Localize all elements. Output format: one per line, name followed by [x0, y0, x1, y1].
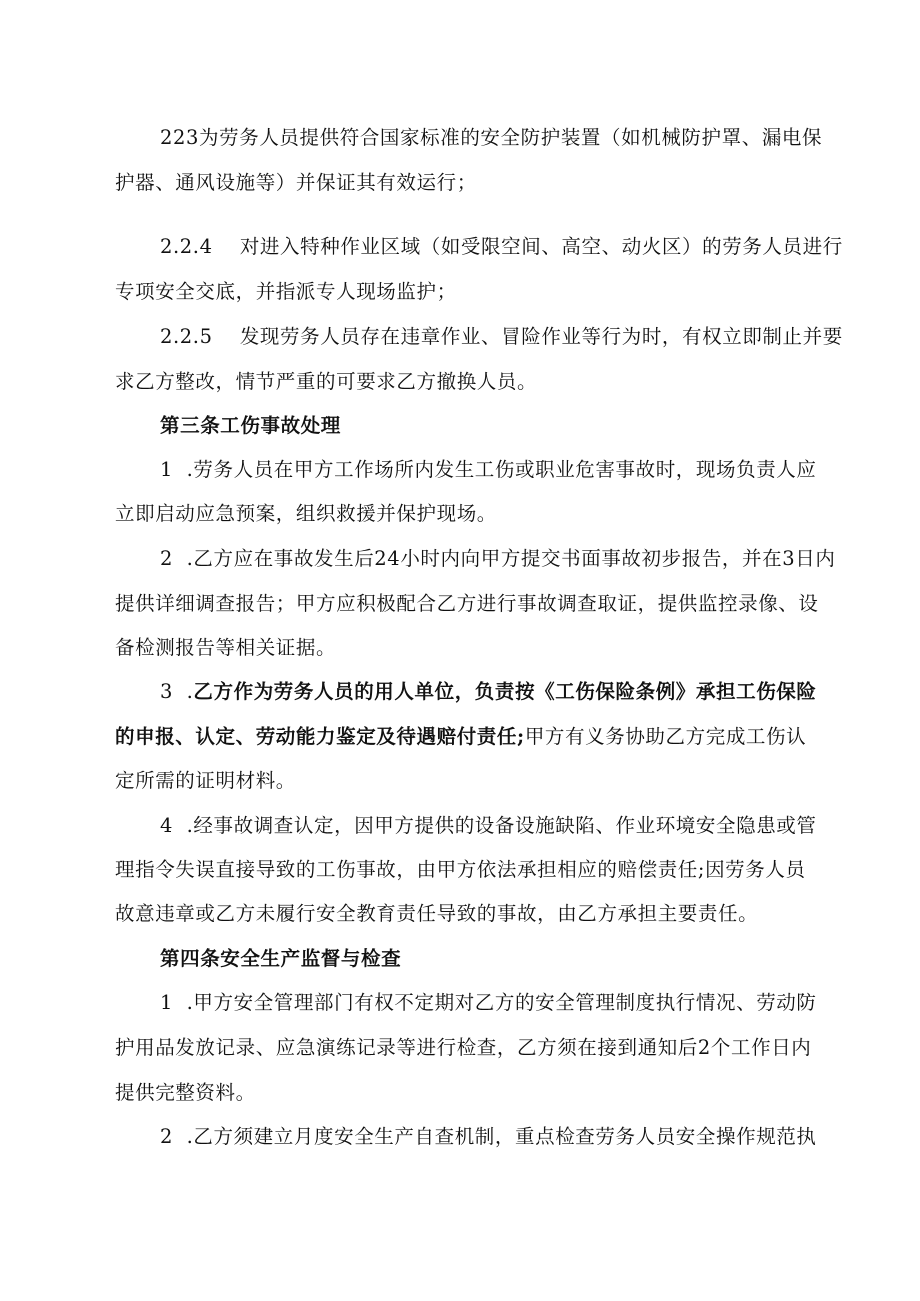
clause-text: 发现劳务人员存在违章作业、冒险作业等行为时，有权立即制止并要	[239, 325, 843, 348]
art3-item2-line2: 提供详细调查报告；甲方应积极配合乙方进行事故调查取证，提供监控录像、设	[115, 592, 819, 615]
art3-item3-line2	[115, 723, 805, 751]
para-224-line2: 专项安全交底，并指派专人现场监护；	[115, 280, 457, 303]
clause-text: 对进入特种作业区域（如受限空间、高空、动火区）的劳务人员进行	[239, 235, 843, 258]
art3-item4-line3: 故意违章或乙方未履行安全教育责任导致的事故，由乙方承担主要责任。	[115, 902, 759, 925]
art3-item3-line3: 定所需的证明材料。	[115, 769, 296, 792]
clause-number: 2.2.5	[160, 325, 213, 348]
art3-item3-line1	[160, 678, 850, 706]
art3-item1-line2: 立即启动应急预案，组织救援并保护现场。	[115, 502, 497, 525]
para-225-line2: 求乙方整改，情节严重的可要求乙方撤换人员。	[115, 370, 538, 393]
art4-item1-line2: 护用品发放记录、应急演练记录等进行检查，乙方须在接到通知后2个工作日内	[115, 1036, 812, 1059]
clause-number: 2.2.4	[160, 235, 213, 258]
art4-item1-line3: 提供完整资料。	[115, 1081, 256, 1104]
article-4-heading: 第四条安全生产监督与检查	[160, 947, 402, 970]
art3-item2-line1: 2 .乙方应在事故发生后24小时内向甲方提交书面事故初步报告，并在3日内	[160, 547, 836, 570]
item-number: 3 .	[160, 680, 194, 703]
art4-item1-line1: 1 .甲方安全管理部门有权不定期对乙方的安全管理制度执行情况、劳动防	[160, 991, 817, 1014]
art3-item1-line1: 1 .劳务人员在甲方工作场所内发生工伤或职业危害事故时，现场负责人应	[160, 458, 817, 481]
article-3-heading: 第三条工伤事故处理	[160, 414, 341, 437]
art3-item4-line1: 4 .经事故调查认定，因甲方提供的设备设施缺陷、作业环境安全隐患或管	[160, 814, 817, 837]
para-224-line1	[160, 233, 850, 261]
regular-text: 甲方有义务协助乙方完成工伤认	[524, 725, 807, 748]
para-223-line1: 223为劳务人员提供符合国家标准的安全防护装置（如机械防护罩、漏电保	[160, 126, 823, 149]
bold-text: 的申报、认定、劳动能力鉴定及待遇赔付责任;	[115, 725, 525, 748]
bold-text: 乙方作为劳务人员的用人单位，负责按《工伤保险条例》承担工伤保险	[193, 680, 817, 703]
para-223-line2: 护器、通风设施等）并保证其有效运行；	[115, 171, 477, 194]
para-225-line1	[160, 323, 850, 351]
art3-item4-line2: 理指令失误直接导致的工伤事故，由甲方依法承担相应的赔偿责任;因劳务人员	[115, 858, 806, 881]
art3-item2-line3: 备检测报告等相关证据。	[115, 636, 337, 659]
art4-item2-line1: 2 .乙方须建立月度安全生产自查机制，重点检查劳务人员安全操作规范执	[160, 1125, 817, 1148]
